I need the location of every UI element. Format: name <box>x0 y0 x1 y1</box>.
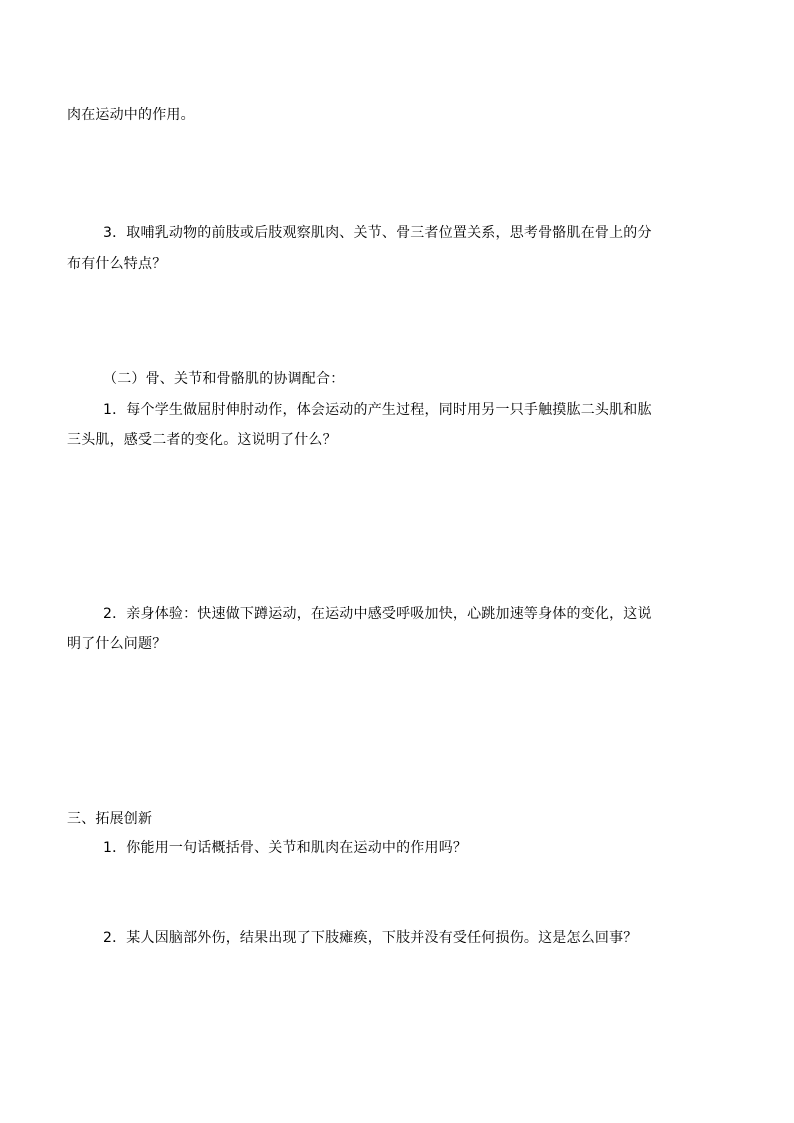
section-2-question-1-line-1: 1．每个学生做屈肘伸肘动作，体会运动的产生过程，同时用另一只手触摸肱二头肌和肱 <box>103 402 652 418</box>
section-2-question-1-line-2: 三头肌，感受二者的变化。这说明了什么？ <box>67 432 337 448</box>
section-3-heading: 三、拓展创新 <box>67 811 153 827</box>
section-2-heading: （二）骨、关节和骨骼肌的协调配合： <box>103 371 345 387</box>
section-3-question-2: 2．某人因脑部外伤，结果出现了下肢瘫痪，下肢并没有受任何损伤。这是怎么回事？ <box>103 930 638 946</box>
intro-tail-text: 肉在运动中的作用。 <box>67 107 195 123</box>
question-3-line-1: 3．取哺乳动物的前肢或后肢观察肌肉、关节、骨三者位置关系，思考骨骼肌在骨上的分 <box>103 225 652 241</box>
section-3-question-1: 1．你能用一句话概括骨、关节和肌肉在运动中的作用吗？ <box>103 840 468 856</box>
section-2-question-2-line-2: 明了什么问题？ <box>67 636 167 652</box>
section-2-question-2-line-1: 2．亲身体验：快速做下蹲运动，在运动中感受呼吸加快，心跳加速等身体的变化，这说 <box>103 606 652 622</box>
question-3-line-2: 布有什么特点？ <box>67 256 167 272</box>
